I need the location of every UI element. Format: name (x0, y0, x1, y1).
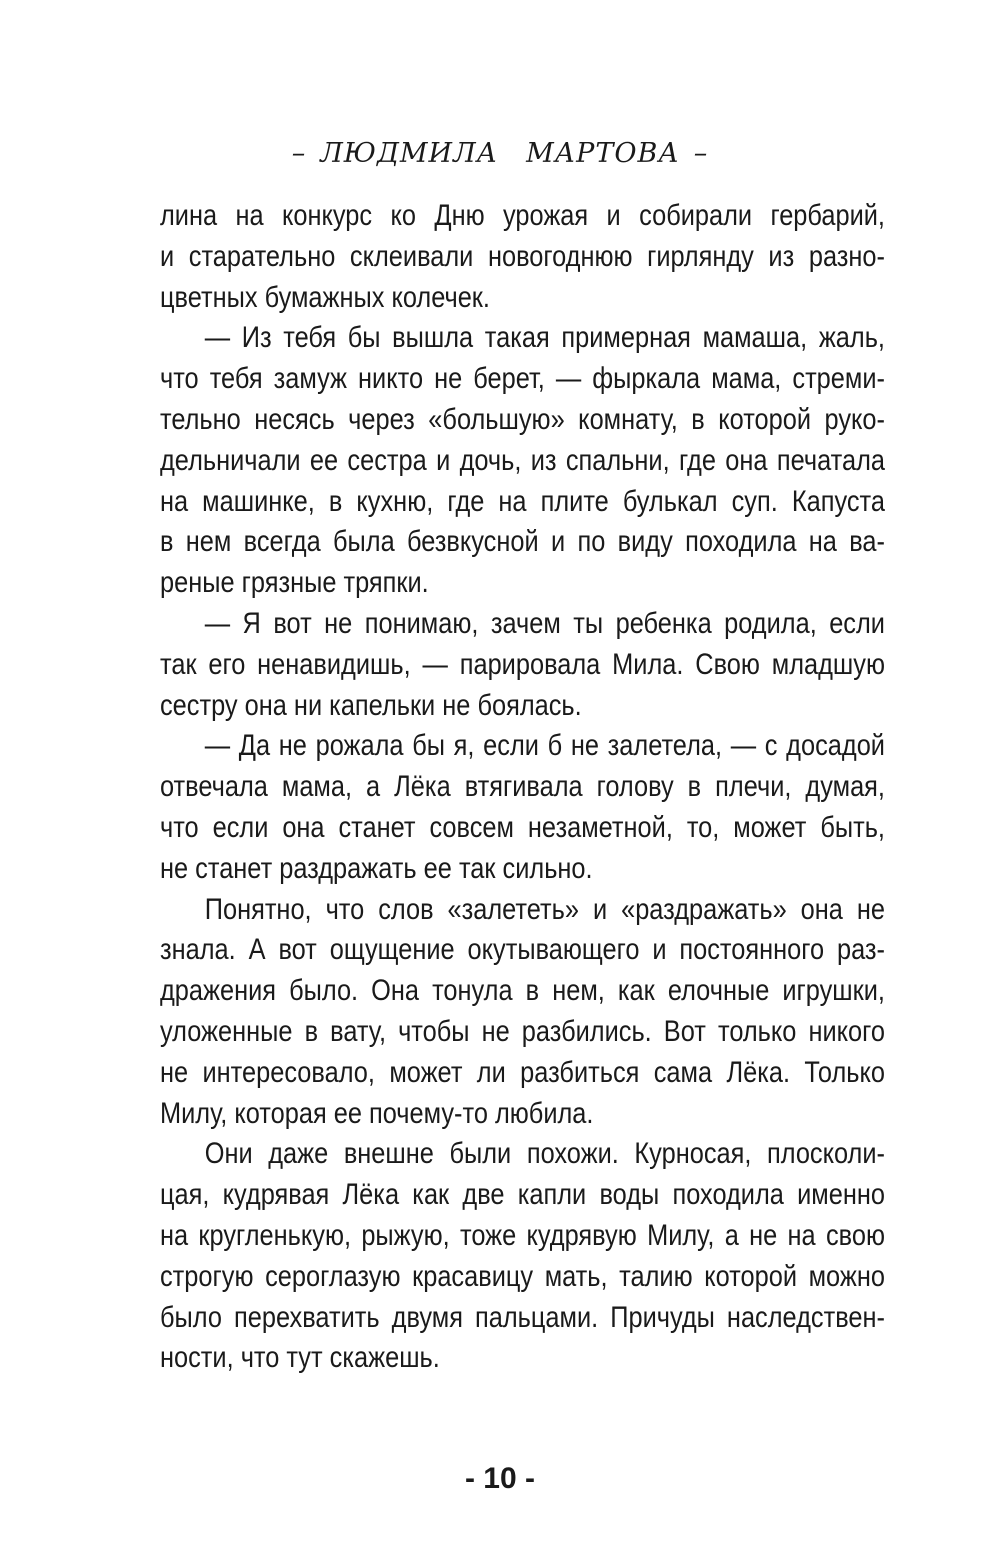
text-line: лина на конкурс ко Дню урожая и собирали гербарий, (160, 199, 885, 232)
text-line: на кругленькую, рыжую, тоже кудрявую Милу, а не на свою (160, 1218, 885, 1252)
text-line: знала. А вот ощущение окутывающего и постоянного раз- (160, 933, 885, 967)
text-line: на машинке, в кухню, где на плите булькал суп. Капуста (160, 484, 885, 518)
paragraph (160, 726, 885, 889)
body-text (160, 196, 885, 1379)
paragraph (160, 890, 885, 1135)
text-line: — Да не рожала бы я, если б не залетела, — с досадой (204, 729, 885, 763)
text-line: строгую сероглазую красавицу мать, талию которой можно (160, 1259, 885, 1293)
text-line: не станет раздражать ее так сильно. (160, 851, 593, 885)
header-author-last-name: МАРТОВА (526, 138, 680, 169)
text-line: в нем всегда была безвкусной и по виду походила на ва- (160, 525, 885, 559)
text-line: дельничали ее сестра и дочь, из спальни, где она печатала (160, 443, 885, 477)
text-line: цветных бумажных колечек. (160, 280, 490, 314)
text-line: не интересовало, может ли разбиться сама Лёка. Только (160, 1055, 885, 1089)
text-line: уложенные в вату, чтобы не разбились. Вот только никого (160, 1014, 885, 1048)
text-line: — Я вот не понимаю, зачем ты ребенка родила, если (204, 606, 885, 640)
text-line: ности, что тут скажешь. (160, 1341, 440, 1375)
text-line: было перехватить двумя пальцами. Причуды наследствен- (160, 1300, 885, 1334)
header-dash-right: – (693, 138, 709, 169)
text-line: Они даже внешне были похожи. Курносая, плосколи- (204, 1137, 885, 1171)
text-line: так его ненавидишь, — парировала Мила. Свою младшую (160, 647, 885, 681)
text-line: цая, кудрявая Лёка как две капли воды походила именно (160, 1178, 885, 1212)
text-line: и старательно склеивали новогоднюю гирлянду из разно- (160, 239, 885, 273)
header-author-first-name: ЛЮДМИЛА (320, 138, 499, 169)
text-line: сестру она ни капельки не боялась. (160, 688, 582, 722)
text-line: отвечала мама, а Лёка втягивала голову в плечи, думая, (160, 770, 885, 804)
text-line: что если она станет совсем незаметной, то, может быть, (160, 810, 885, 844)
text-line: Понятно, что слов «залететь» и «раздражать» она не (204, 892, 885, 926)
paragraph (160, 318, 885, 604)
text-line: что тебя замуж никто не берет, — фыркала мама, стреми- (160, 362, 885, 396)
page-number: - 10 - (464, 1462, 536, 1495)
header-dash-left: – (291, 138, 307, 169)
text-line: Милу, которая ее почему-то любила. (160, 1096, 594, 1130)
running-header (0, 138, 1000, 169)
text-line: реные грязные тряпки. (160, 566, 429, 600)
paragraph (160, 604, 885, 726)
text-line: дражения было. Она тонула в нем, как елочные игрушки, (160, 974, 885, 1008)
paragraph (160, 1134, 885, 1379)
paragraph (160, 196, 885, 318)
text-line: — Из тебя бы вышла такая примерная мамаша, жаль, (204, 321, 885, 355)
text-line: тельно несясь через «большую» комнату, в которой руко- (160, 402, 885, 436)
